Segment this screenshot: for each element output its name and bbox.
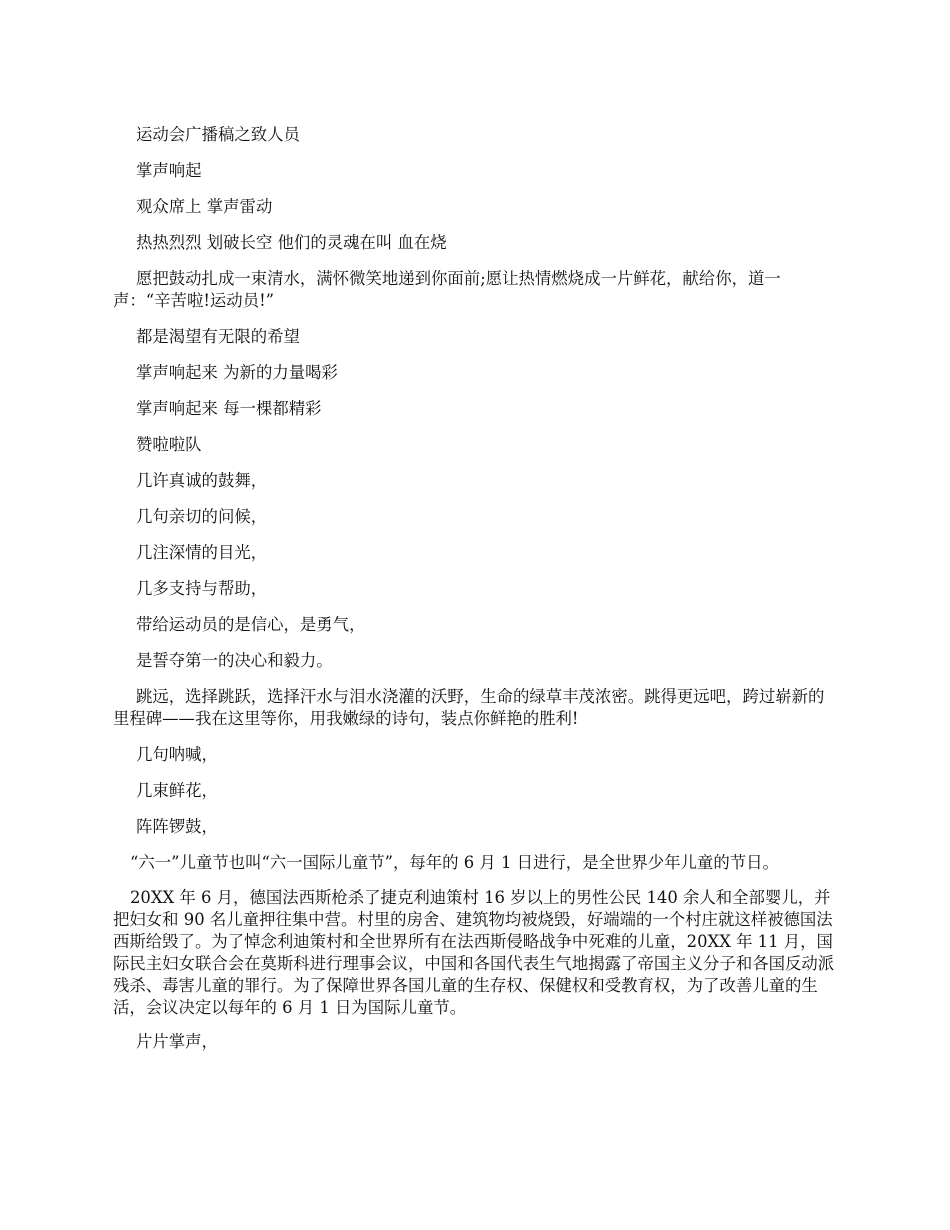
paragraph: 是誓夺第一的决心和毅力。 — [136, 651, 333, 670]
paragraph: 赞啦啦队 — [136, 435, 202, 454]
paragraph: 几句亲切的问候， — [136, 507, 268, 526]
paragraph: 热热烈烈 划破长空 他们的灵魂在叫 血在烧 — [136, 233, 447, 252]
paragraph: 观众席上 掌声雷动 — [136, 197, 273, 216]
paragraph: 跳远，选择跳跃，选择汗水与泪水浇灌的沃野，生命的绿草丰茂浓密。跳得更远吧，跨过崭新的里程碑——我在这里等你，用我嫩绿的诗句，装点你鲜艳的胜利! — [113, 687, 825, 728]
paragraph: 掌声响起来 为新的力量喝彩 — [136, 363, 338, 382]
paragraph: 20XX 年 6 月，德国法西斯枪杀了捷克利迪策村 16 岁以上的男性公民 140 余人和全部婴儿，并把妇女和 90 名儿童押往集中营。村里的房舍、建筑物均被烧毁，好端端的一个村庄就这样被德国法西斯给毁了。为了悼念利迪策村和全世界所有在法西斯侵略战争中死难的儿童，20XX 年 11 月，国际民主妇女联合会在莫斯科进行理事会议，中国和各国代表生气地揭露了帝国主义分子和各国反动派残杀、毒害儿童的罪行。为了保障世界各国儿童的生存权、保健权和受教育权，为了改善儿童的生活，会议决定以每年的 6 月 1 日为国际儿童节。 — [113, 888, 835, 1017]
document-body — [113, 124, 838, 1053]
paragraph: 阵阵锣鼓， — [136, 817, 218, 836]
paragraph: 愿把鼓动扎成一束清水，满怀微笑地递到你面前;愿让热情燃烧成一片鲜花，献给你，道一声：“辛苦啦!运动员!” — [113, 269, 781, 310]
paragraph: 片片掌声， — [136, 1032, 218, 1051]
paragraph: “六一”儿童节也叫“六一国际儿童节”，每年的 6 月 1 日进行，是全世界少年儿童的节日。 — [130, 853, 779, 872]
paragraph: 掌声响起来 每一棵都精彩 — [136, 399, 322, 418]
paragraph: 掌声响起 — [136, 161, 202, 180]
paragraph: 几句呐喊， — [136, 745, 218, 764]
paragraph: 几注深情的目光， — [136, 543, 268, 562]
paragraph-title: 运动会广播稿之致人员 — [136, 125, 300, 144]
paragraph: 带给运动员的是信心，是勇气， — [136, 615, 366, 634]
paragraph: 都是渴望有无限的希望 — [136, 327, 300, 346]
paragraph: 几多支持与帮助， — [136, 579, 268, 598]
paragraph: 几束鲜花， — [136, 781, 218, 800]
paragraph: 几许真诚的鼓舞， — [136, 471, 268, 490]
